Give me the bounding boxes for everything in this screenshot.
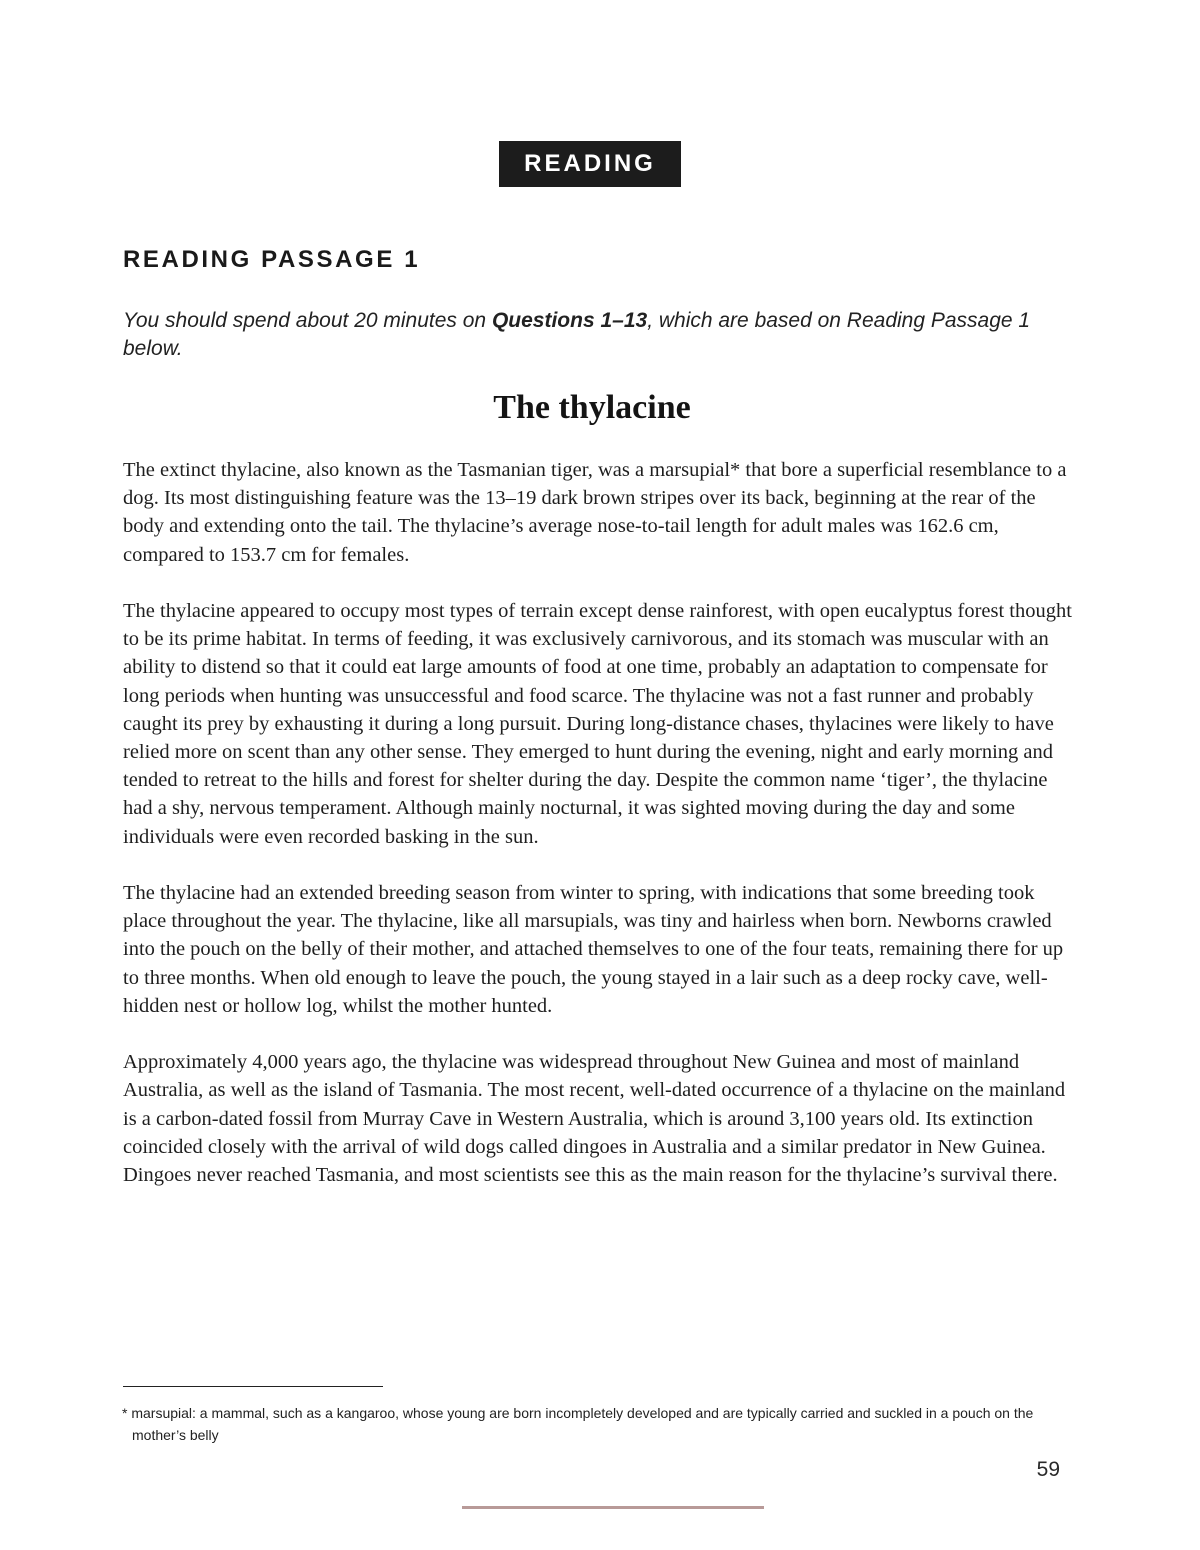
instructions-tail: , which are based on Reading Passage 1 below. — [123, 309, 1031, 360]
page-number: 59 — [1036, 1458, 1060, 1481]
footnote: * marsupial: a mammal, such as a kangaroo, whose young are born incompletely developed and are typically carried and suckled in a pouch on the mother’s belly — [122, 1405, 1034, 1443]
paragraph-3: The thylacine had an extended breeding season from winter to spring, with indications that some breeding took place throughout the year. The thylacine, like all marsupials, was tiny and hairless when born. Newborns crawled into the pouch on the belly of their mother, and attached themselves to one of the four teats, remaining there for up to three months. When old enough to leave the pouch, the young stayed in a lair such as a deep rocky cave, well-hidden nest or hollow log, whilst the mother hunted. — [123, 882, 1064, 1017]
paragraph-2: The thylacine appeared to occupy most types of terrain except dense rainforest, with open eucalyptus forest thought to be its prime habitat. In terms of feeding, it was exclusively carnivorous, and its stomach was muscular with an ability to distend so that it could eat large amounts of food at one time, probably an adaptation to compensate for long periods when hunting was unsuccessful and food scarce. The thylacine was not a fast runner and probably caught its prey by exhausting it during a long pursuit. During long-distance chases, thylacines were likely to have relied more on scent than any other sense. They emerged to hunt during the evening, night and early morning and tended to retreat to the hills and forest for shelter during the day. Despite the common name ‘tiger’, the thylacine had a shy, nervous temperament. Although mainly nocturnal, it was sighted moving during the day and some individuals were even recorded basking in the sun. — [123, 600, 1072, 848]
paragraph-4: Approximately 4,000 years ago, the thylacine was widespread throughout New Guinea and most of mainland Australia, as well as the island of Tasmania. The most recent, well-dated occurrence of a thylacine on the mainland is a carbon-dated fossil from Murray Cave in Western Australia, which is around 3,100 years old. Its extinction coincided closely with the arrival of wild dogs called dingoes in Australia and a similar predator in New Guinea. Dingoes never reached Tasmania, and most scientists see this as the main reason for the thylacine’s survival there. — [123, 1051, 1066, 1187]
paragraph-1: The extinct thylacine, also known as the Tasmanian tiger, was a marsupial* that bore a superficial resemblance to a dog. Its most distinguishing feature was the 13–19 dark brown stripes over its back, beginning at the rear of the body and extending onto the tail. The thylacine’s average nose-to-tail length for adult males was 162.6 cm, compared to 153.7 cm for females. — [123, 459, 1067, 566]
instructions-lead: You should spend about 20 minutes on — [123, 309, 492, 332]
instructions — [123, 307, 1073, 363]
instructions-questions: Questions 1–13 — [491, 309, 648, 332]
passage-body — [123, 456, 1073, 1217]
section-label: READING — [499, 141, 681, 187]
footnote-divider — [123, 1386, 383, 1387]
bottom-decorative-rule — [462, 1506, 764, 1509]
passage-heading: READING PASSAGE 1 — [123, 246, 421, 273]
passage-title: The thylacine — [493, 389, 691, 426]
